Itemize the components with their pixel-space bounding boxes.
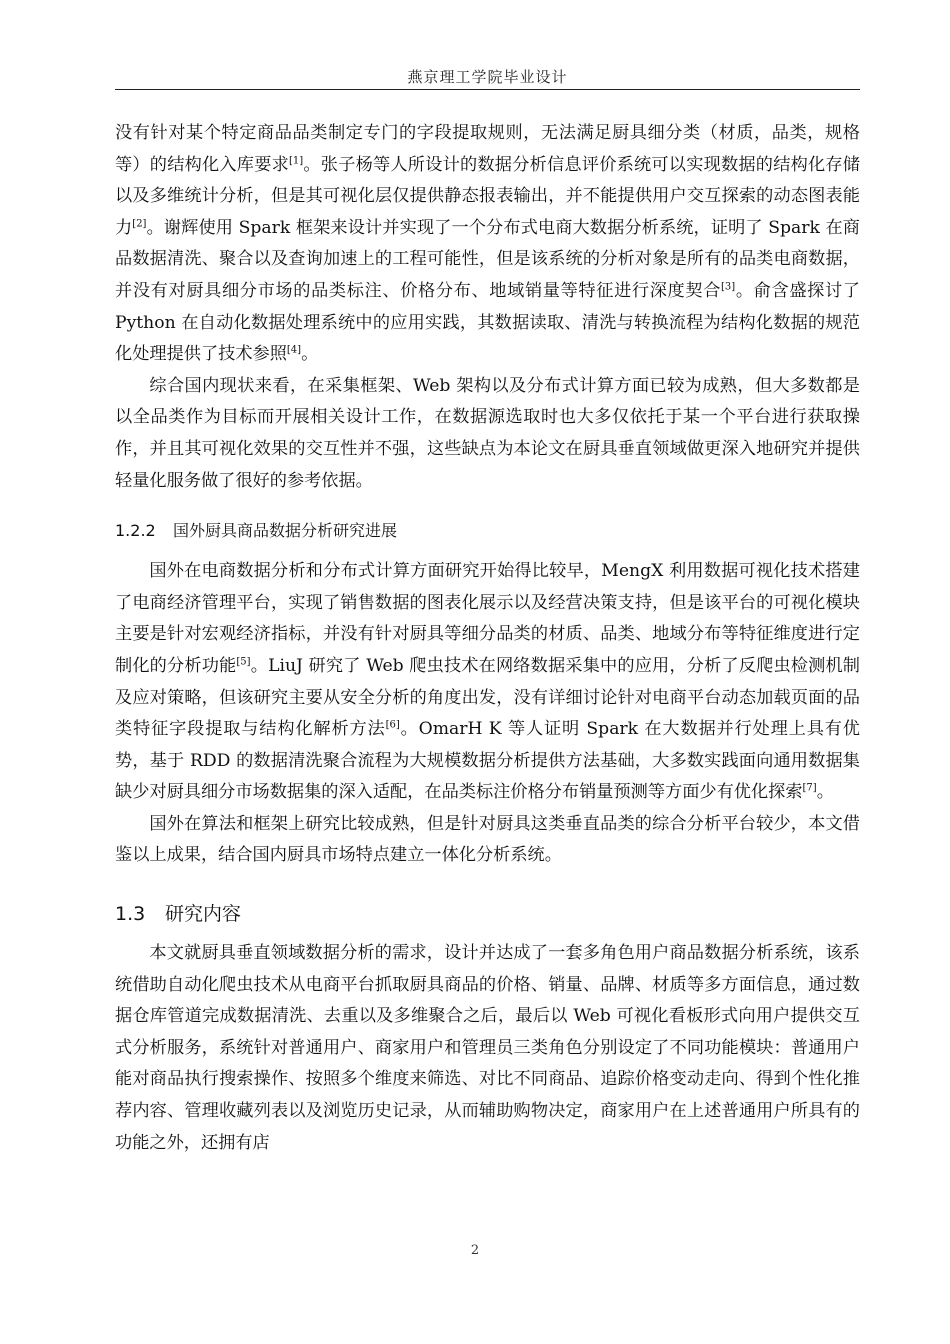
section-heading-1-3 bbox=[115, 900, 860, 928]
paragraph-text: 。 bbox=[301, 344, 319, 365]
paragraph-domestic-research bbox=[115, 118, 860, 371]
citation-1[interactable]: [1] bbox=[289, 154, 304, 166]
paragraph-text: 没有针对某个特定商品品类制定专门的字段提取规则，无法满足厨具细分类（材质，品类，规格等）的结构化入库要求 bbox=[115, 123, 860, 175]
page-number: 2 bbox=[470, 1243, 480, 1258]
paragraph-domestic-summary: 综合国内现状来看，在采集框架、Web 架构以及分布式计算方面已较为成熟，但大多数都是以全品类作为目标而开展相关设计工作，在数据源选取时也大多仅依托于某一个平台进行获取操作，并且其可视化效果的交互性并不强，这些缺点为本论文在厨具垂直领域做更深入地研究并提供轻量化服务做了很好的参考依据。 bbox=[115, 375, 860, 491]
running-header: 燕京理工学院毕业设计 bbox=[407, 68, 568, 86]
section-number: 1.3 bbox=[115, 903, 146, 926]
paragraph-text: 。俞含盛探讨了 Python 在自动化数据处理系统中的应用实践，其数据读取、清洗与转换流程为结构化数据的规范化处理提供了技术参照 bbox=[115, 280, 860, 365]
section-heading-1-2-2 bbox=[115, 519, 860, 543]
citation-3[interactable]: [3] bbox=[721, 281, 736, 293]
citation-7[interactable]: [7] bbox=[802, 782, 817, 794]
section-number: 1.2.2 bbox=[115, 521, 156, 541]
header-rule bbox=[115, 89, 860, 90]
section-title: 研究内容 bbox=[165, 903, 242, 926]
paragraph-foreign-summary: 国外在算法和框架上研究比较成熟，但是针对厨具这类垂直品类的综合分析平台较少，本文借鉴以上成果，结合国内厨具市场特点建立一体化分析系统。 bbox=[115, 813, 860, 866]
paragraph-text: 。 bbox=[816, 782, 834, 803]
paragraph-foreign-research bbox=[115, 556, 860, 809]
citation-5[interactable]: [5] bbox=[236, 656, 251, 668]
citation-4[interactable]: [4] bbox=[286, 344, 302, 356]
paragraph-text: 。张子杨等人所设计的数据分析信息评价系统可以实现数据的结构化存储以及多维统计分析，但是其可视化层仅提供静态报表输出，并不能提供用户交互探索的动态图表能力 bbox=[115, 154, 860, 238]
paragraph-text: 。OmarH K 等人证明 Spark 在大数据并行处理上具有优势，基于 RDD 的数据清洗聚合流程为大规模数据分析提供方法基础，大多数实践面向通用数据集缺少对厨具细分市场数据集的深入适配，在品类标注价格分布销量预测等方面少有优化探索 bbox=[115, 719, 860, 803]
page-body bbox=[115, 118, 860, 1159]
citation-2[interactable]: [2] bbox=[132, 218, 147, 230]
paragraph-text: 。LiuJ 研究了 Web 爬虫技术在网络数据采集中的应用，分析了反爬虫检测机制及应对策略，但该研究主要从安全分析的角度出发，没有详细讨论针对电商平台动态加载页面的品类特征字段提取与结构化解析方法 bbox=[115, 655, 860, 740]
paragraph-research-content: 本文就厨具垂直领域数据分析的需求，设计并达成了一套多角色用户商品数据分析系统，该系统借助自动化爬虫技术从电商平台抓取厨具商品的价格、销量、品牌、材质等多方面信息，通过数据仓库管道完成数据清洗、去重以及多维聚合之后，最后以 Web 可视化看板形式向用户提供交互式分析服务，系统针对普通用户、商家用户和管理员三类角色分别设定了不同功能模块：普通用户能对商品执行搜索操作、按照多个维度来筛选、对比不同商品、追踪价格变动走向、得到个性化推荐内容、管理收藏列表以及浏览历史记录，从而辅助购物决定，商家用户在上述普通用户所具有的功能之外，还拥有店 bbox=[115, 943, 860, 1153]
section-title: 国外厨具商品数据分析研究进展 bbox=[173, 521, 398, 541]
paragraph-text: 国外在电商数据分析和分布式计算方面研究开始得比较早，MengX 利用数据可视化技术搭建了电商经济管理平台，实现了销售数据的图表化展示以及经营决策支持，但是该平台的可视化模块主要是针对宏观经济指标，并没有针对厨具等细分品类的材质、品类、地域分布等特征维度进行定制化的分析功能 bbox=[115, 561, 860, 676]
citation-6[interactable]: [6] bbox=[385, 719, 400, 731]
paragraph-text: 。谢辉使用 Spark 框架来设计并实现了一个分布式电商大数据分析系统，证明了 Spark 在商品数据清洗、聚合以及查询加速上的工程可能性，但是该系统的分析对象是所有的品类电商数据，并没有对厨具细分市场的品类标注、价格分布、地域销量等特征进行深度契合 bbox=[115, 217, 860, 301]
